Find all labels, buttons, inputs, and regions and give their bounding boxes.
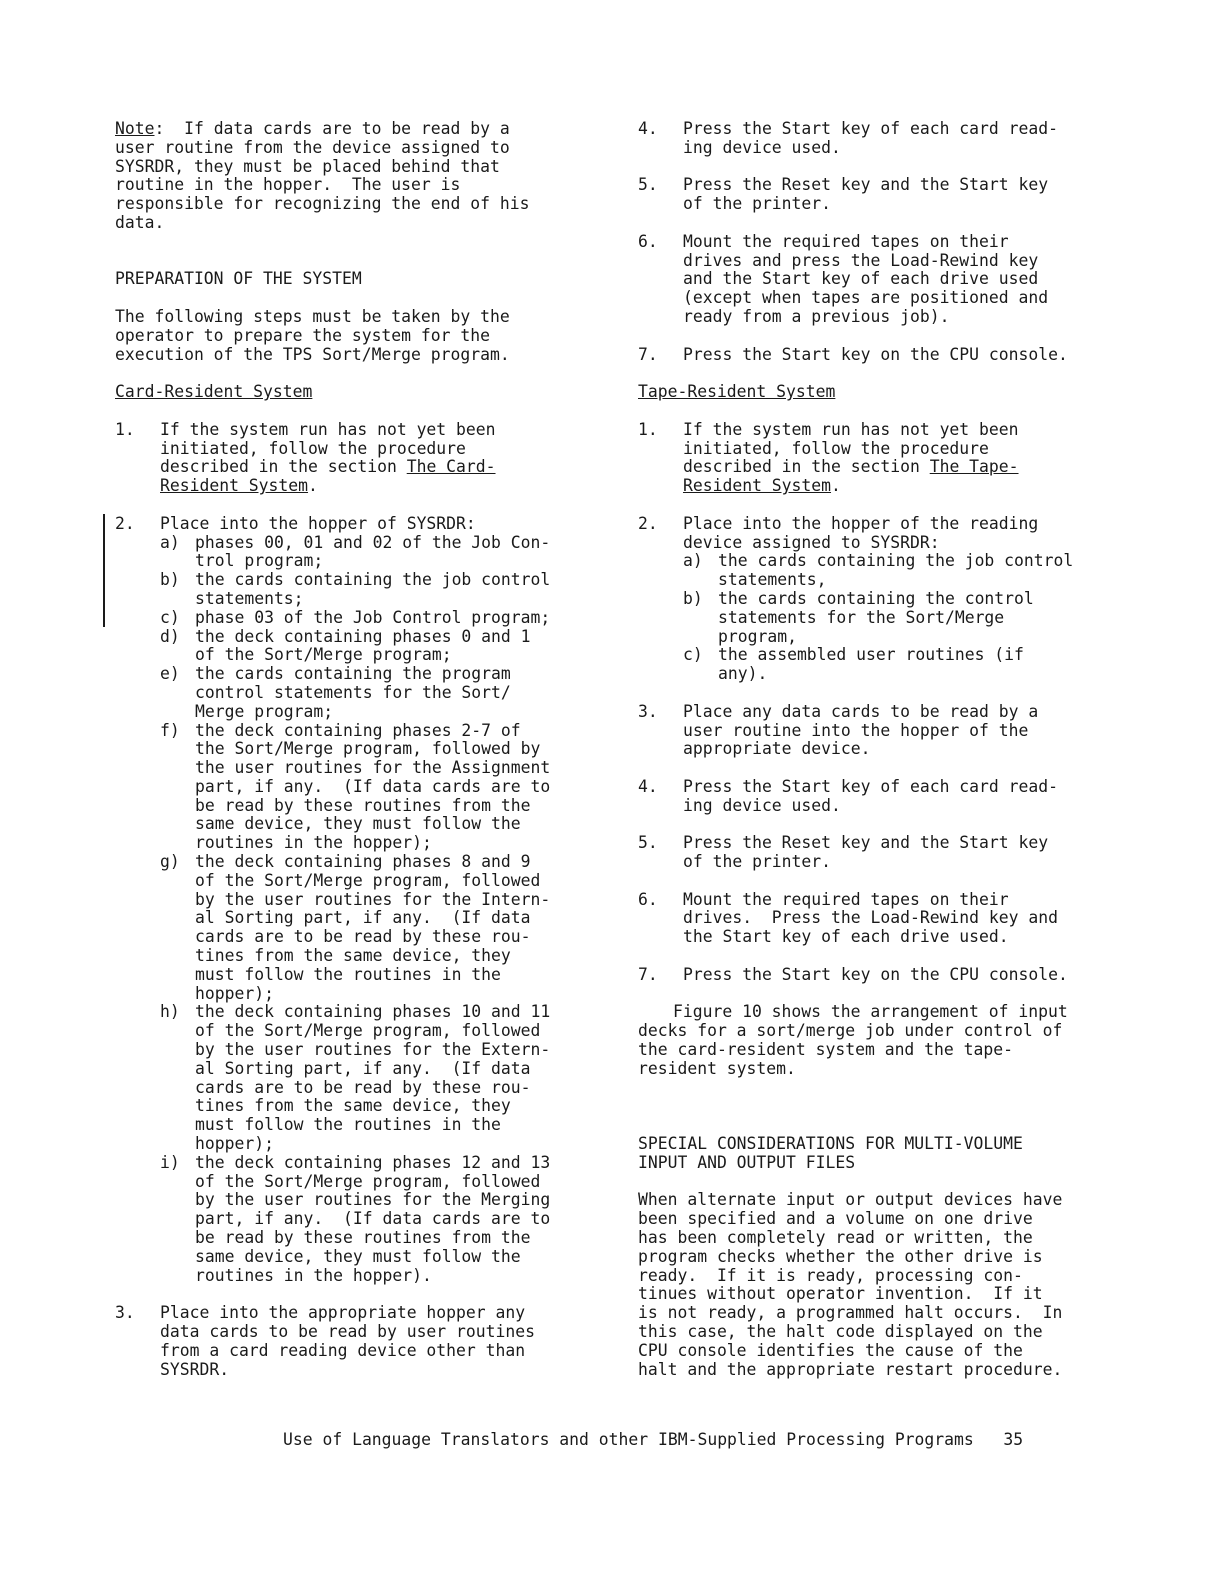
step-text: Press the Start key on the CPU console. <box>683 344 1068 364</box>
sub-item-label: h) <box>160 1002 180 1022</box>
sub-item <box>160 1154 615 1286</box>
step-number: 3. <box>115 1303 135 1323</box>
numbered-step <box>638 233 1138 327</box>
sub-item <box>160 722 615 854</box>
sub-item-text: the assembled user routines (if any). <box>718 645 1024 684</box>
page-number: 35 <box>1003 1430 1024 1449</box>
sub-item-text: the cards containing the job control statements, <box>718 551 1074 590</box>
step-text: Place into the hopper of the reading device assigned to SYSRDR: <box>683 513 1039 552</box>
intro-paragraph: The following steps must be taken by the operator to prepare the system for the execution of the TPS Sort/Merge program. <box>115 306 510 364</box>
cross-reference-link: The Card- <box>406 457 496 477</box>
tape-steps-continued <box>638 703 1138 985</box>
card-step-2 <box>115 515 615 1286</box>
step-number: 7. <box>638 964 658 984</box>
step-number: 2. <box>115 513 135 533</box>
step-number: 5. <box>638 833 658 853</box>
sub-item-label: c) <box>160 607 180 627</box>
sub-item-text: the deck containing phases 2-7 of the Sort/Merge program, followed by the user routines for the Assignment part, if any. (If data cards are to be read by these routines from the same device, they must follow the routines in the hopper); <box>195 720 551 853</box>
right-column <box>638 120 1138 1398</box>
section-heading-multi-volume: SPECIAL CONSIDERATIONS FOR MULTI-VOLUME INPUT AND OUTPUT FILES <box>638 1134 1023 1172</box>
step-text: If the system run has not yet been initiated, follow the procedure described in the section <box>160 419 496 477</box>
numbered-step <box>638 778 1138 816</box>
step-text-end: . <box>831 476 841 496</box>
numbered-step <box>638 120 1138 158</box>
sub-item <box>160 853 615 1003</box>
sub-item-label: b) <box>683 588 703 608</box>
step-text: Press the Start key on the CPU console. <box>683 964 1068 984</box>
tape-step-1 <box>638 421 1138 496</box>
step-number: 6. <box>638 231 658 251</box>
left-column <box>115 120 615 1398</box>
step-text: Press the Reset key and the Start key of the printer. <box>683 833 1049 872</box>
sub-item <box>683 590 1138 646</box>
sub-item <box>160 665 615 721</box>
numbered-step <box>638 703 1138 759</box>
figure-reference-paragraph: Figure 10 shows the arrangement of input decks for a sort/merge job under control of the card-resident system and the tape- resident system. <box>638 1002 1068 1078</box>
sub-item <box>683 552 1138 590</box>
tape-step-2 <box>638 515 1138 684</box>
card-step-2-sublist <box>160 534 615 1286</box>
sub-item-label: a) <box>683 551 703 571</box>
step-number: 1. <box>115 419 135 439</box>
sub-item-text: phase 03 of the Job Control program; <box>195 607 551 627</box>
step-text: Mount the required tapes on their drives. Press the Load-Rewind key and the Start key of each drive used. <box>683 889 1058 947</box>
step-text: Place any data cards to be read by a user routine into the hopper of the appropriate device. <box>683 701 1039 759</box>
cross-reference-link-cont: Resident System <box>683 476 832 496</box>
sub-item-text: the deck containing phases 0 and 1 of the Sort/Merge program; <box>195 626 531 665</box>
sub-item-text: the deck containing phases 8 and 9 of the Sort/Merge program, followed by the user routines for the Intern- al Sorting part, if any. (If data cards are to be read by these rou- tines from the same device, they must follow the routines in the hopper); <box>195 852 551 1003</box>
numbered-step <box>638 176 1138 214</box>
numbered-step <box>638 346 1138 365</box>
sub-item <box>160 628 615 666</box>
sub-item-text: the deck containing phases 12 and 13 of the Sort/Merge program, followed by the user routines for the Merging part, if any. (If data cards are to be read by these routines from the same device, they must follow the routines in the hopper). <box>195 1152 551 1285</box>
numbered-step <box>638 891 1138 947</box>
cross-reference-link: The Tape- <box>929 457 1019 477</box>
sub-item-text: the cards containing the control statements for the Sort/Merge program, <box>718 588 1034 646</box>
tape-step-2-sublist <box>683 552 1138 684</box>
step-number: 4. <box>638 776 658 796</box>
sub-item <box>683 646 1138 684</box>
revision-change-bar <box>103 514 105 627</box>
step-number: 4. <box>638 119 658 138</box>
step-number: 7. <box>638 344 658 364</box>
card-steps-continued <box>638 120 1138 364</box>
card-step-1 <box>115 421 615 496</box>
note-paragraph <box>115 120 615 233</box>
step-text: Place into the hopper of SYSRDR: <box>160 513 476 533</box>
sub-item-text: the cards containing the job control statements; <box>195 570 551 608</box>
sub-item-label: e) <box>160 664 180 684</box>
step-number: 2. <box>638 513 658 533</box>
sub-item <box>160 1003 615 1153</box>
subhead-tape-resident: Tape-Resident System <box>638 382 836 402</box>
section-heading-preparation: PREPARATION OF THE SYSTEM <box>115 269 362 289</box>
sub-item <box>160 534 615 572</box>
step-number: 5. <box>638 175 658 195</box>
card-step-3 <box>115 1304 615 1379</box>
subhead-card-resident: Card-Resident System <box>115 382 313 402</box>
note-label: Note <box>115 119 155 138</box>
numbered-step <box>638 834 1138 872</box>
step-text: Press the Start key of each card read- ing device used. <box>683 119 1058 157</box>
step-text: Press the Start key of each card read- ing device used. <box>683 776 1058 815</box>
sub-item-label: c) <box>683 645 703 665</box>
footer-title: Use of Language Translators and other IBM-Supplied Processing Programs <box>283 1430 974 1449</box>
sub-item-text: the cards containing the program control statements for the Sort/ Merge program; <box>195 664 511 721</box>
step-number: 1. <box>638 419 658 439</box>
step-text: Place into the appropriate hopper any data cards to be read by user routines from a card reading device other than SYSRDR. <box>160 1303 535 1379</box>
note-text: : If data cards are to be read by a user routine from the device assigned to SYSRDR, they must be placed behind that routine in the hopper. The user is responsible for recognizing the end of his data. <box>115 119 530 232</box>
step-number: 6. <box>638 889 658 909</box>
sub-item-label: a) <box>160 532 180 552</box>
sub-item-label: f) <box>160 720 180 740</box>
sub-item-text: phases 00, 01 and 02 of the Job Con- trol program; <box>195 532 551 571</box>
sub-item-label: i) <box>160 1152 180 1172</box>
sub-item-label: d) <box>160 626 180 646</box>
sub-item-label: g) <box>160 852 180 872</box>
sub-item-text: the deck containing phases 10 and 11 of the Sort/Merge program, followed by the user routines for the Extern- al Sorting part, if any. (If data cards are to be read by these rou- tines from the same device, they must follow the routines in the hopper); <box>195 1002 551 1154</box>
multi-volume-paragraph: When alternate input or output devices have been specified and a volume on one drive has been completely read or written, the program checks whether the other drive is ready. If it is ready, processing con- tinues without operator invention. If it is not ready, a programmed halt occurs. In this case, the halt code displayed on the CPU console identifies the cause of the halt and the appropriate restart procedure. <box>638 1190 1063 1379</box>
step-text: If the system run has not yet been initiated, follow the procedure described in the section <box>683 419 1019 477</box>
sub-item-label: b) <box>160 570 180 590</box>
step-number: 3. <box>638 701 658 721</box>
cross-reference-link-cont: Resident System <box>160 476 309 496</box>
sub-item <box>160 571 615 609</box>
step-text: Press the Reset key and the Start key of the printer. <box>683 175 1049 214</box>
sub-item <box>160 609 615 628</box>
page-footer <box>283 1430 1023 1449</box>
numbered-step <box>638 966 1138 985</box>
step-text: Mount the required tapes on their drives and press the Load-Rewind key and the Start key of each drive used (except when tapes are positioned and ready from a previous job). <box>683 231 1049 326</box>
step-text-end: . <box>308 476 318 496</box>
